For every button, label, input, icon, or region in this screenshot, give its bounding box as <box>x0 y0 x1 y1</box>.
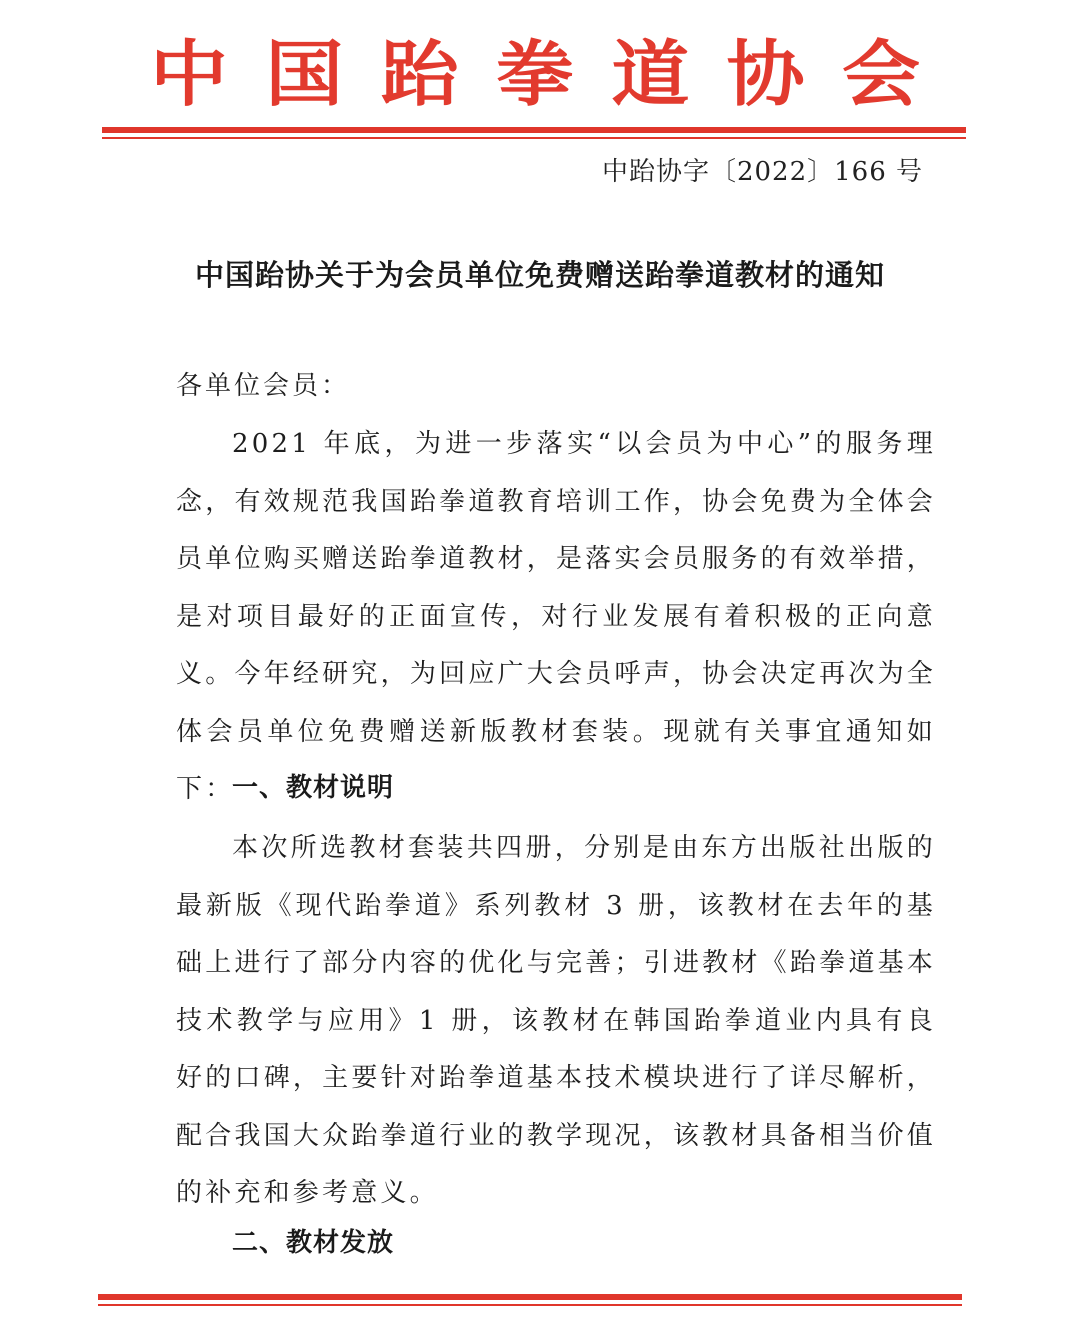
organization-letterhead <box>150 30 920 120</box>
letterhead-divider-thin <box>102 137 966 139</box>
document-number: 中跆协字〔2022〕166 号 <box>601 157 923 187</box>
letterhead-char: 国 <box>265 32 344 117</box>
section-heading: 二、教材发放 <box>232 1228 395 1258</box>
salutation: 各单位会员： <box>176 371 351 401</box>
letterhead-char: 道 <box>611 32 690 117</box>
letterhead-char: 协 <box>726 32 805 117</box>
body-paragraph: 本次所选教材套装共四册，分别是由东方出版社出版的最新版《现代跆拳道》系列教材 3 册，该教材在去年的基础上进行了部分内容的优化与完善；引进教材《跆拳道基本技术教学与应用》1 册，该教材在韩国跆拳道业内具有良好的口碑，主要针对跆拳道基本技术模块进行了详尽解析，配合我国大众跆拳道行业的教学现况，该教材具备相当价值的补充和参考意义。 <box>176 833 936 1208</box>
letterhead-divider-thick <box>102 127 966 133</box>
letterhead-char: 拳 <box>495 32 574 117</box>
footer-divider-thick <box>98 1294 962 1300</box>
footer-divider-thin <box>98 1304 962 1306</box>
letterhead-char: 会 <box>841 32 920 117</box>
section-heading: 一、教材说明 <box>232 773 395 803</box>
letterhead-char: 跆 <box>380 32 459 117</box>
letterhead-char: 中 <box>150 32 229 117</box>
body-paragraph: 2021 年底，为进一步落实“以会员为中心”的服务理念，有效规范我国跆拳道教育培训工作，协会免费为全体会员单位购买赠送跆拳道教材，是落实会员服务的有效举措，是对项目最好的正面宣传，对行业发展有着积极的正向意义。今年经研究，为回应广大会员呼声，协会决定再次为全体会员单位免费赠送新版教材套装。现就有关事宜通知如下： <box>176 429 936 804</box>
document-title: 中国跆协关于为会员单位免费赠送跆拳道教材的通知 <box>194 258 885 292</box>
